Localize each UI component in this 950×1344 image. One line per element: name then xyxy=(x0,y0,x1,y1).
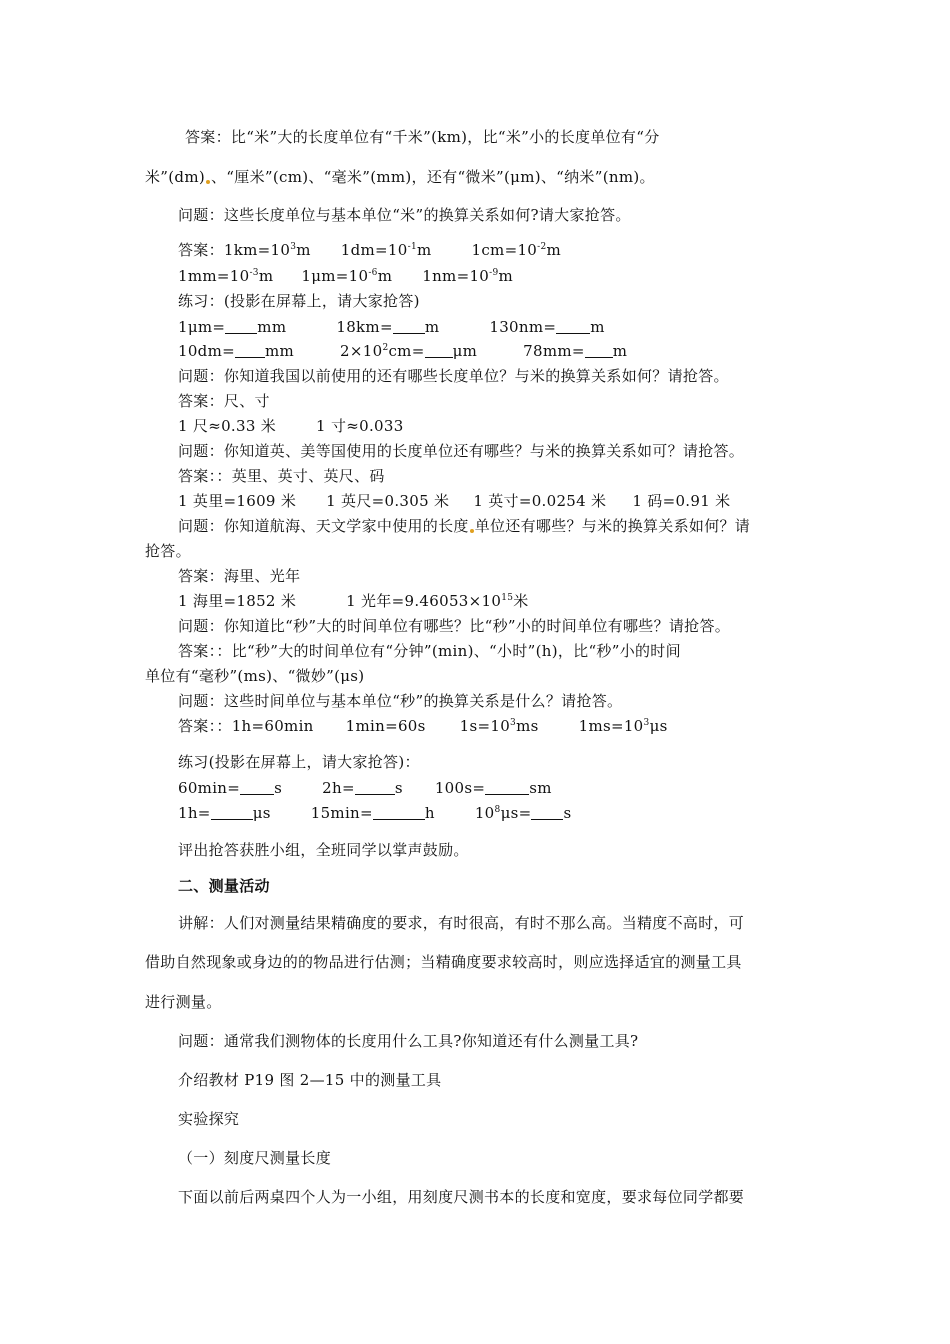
answer-time-conversion: 答案：：1h=60min 1min=60s $1s=10^3ms$ $1ms=10^3\mu s$ xyxy=(178,717,668,735)
old-chinese-conversions: 1 尺≈0.33 米 1 寸≈0.033 xyxy=(178,417,404,435)
question-old-chinese-units: 问题：你知道我国以前使用的还有哪些长度单位？与米的换算关系如何？请抢答。 xyxy=(178,367,729,385)
answer-blank xyxy=(531,805,563,820)
answer-blank xyxy=(235,343,265,358)
answer-blank xyxy=(240,780,274,795)
exercise-length-row1: 1μm= mm 18km= m 130nm= m xyxy=(178,318,605,336)
answer-length-units-line1: 答案：比“米”大的长度单位有“千米”(km)，比“米”小的长度单位有“分 xyxy=(185,128,660,146)
answer-time-units-line2: 单位有“毫秒”(ms)、“微妙”(μs) xyxy=(145,667,365,685)
question-nautical-astronomy-units: 问题：你知道航海、天文学家中使用的长度 单位还有哪些？与米的换算关系如何？请 xyxy=(178,517,751,535)
line-text: 、“厘米”(cm)、“毫米”(mm)，还有“微米”(μm)、“纳米”(nm)。 xyxy=(211,168,655,186)
answer-blank xyxy=(393,319,425,334)
textbook-reference: 介绍教材 P19 图 2—15 中的测量工具 xyxy=(178,1071,442,1089)
answer-nautical-units: 答案：海里、光年 xyxy=(178,567,301,585)
question-imperial-units: 问题：你知道英、美等国使用的长度单位还有哪些？与米的换算关系如可？请抢答。 xyxy=(178,442,745,460)
exercise-time-row1: 60min= s 2h= s 100s= sm xyxy=(178,779,552,797)
exercise-time-heading: 练习(投影在屏幕上，请大家抢答)： xyxy=(178,753,420,771)
answer-blank xyxy=(556,319,590,334)
exercise-time-row2: 1h= μs 15min= h $10^8\mu s= s$ xyxy=(178,804,572,822)
answer-length-units-line2: 米”(dm) 、“厘米”(cm)、“毫米”(mm)，还有“微米”(μm)、“纳米”(nm)。 xyxy=(145,168,655,186)
answer-blank xyxy=(485,780,529,795)
answer-blank xyxy=(355,780,395,795)
award-sentence: 评出抢答获胜小组，全班同学以掌声鼓励。 xyxy=(178,841,469,859)
answer-conversion-row1: 答案：$1km=10^3m$ $1dm=10^{-1}m$ $1cm=10^{-2}m$ xyxy=(178,241,562,259)
marker-dot xyxy=(206,180,210,184)
answer-blank xyxy=(373,805,425,820)
answer-blank xyxy=(211,805,253,820)
experiment-heading: 实验探究 xyxy=(178,1110,240,1128)
subsection-ruler: （一）刻度尺测量长度 xyxy=(178,1149,332,1167)
marker-dot xyxy=(470,529,474,533)
answer-conversion-row2: $1mm=10^{-3}m$ $1\mu m=10^{-6}m$ $1nm=10^{-9}m$ xyxy=(178,267,514,285)
explanation-line3: 进行测量。 xyxy=(145,993,222,1011)
answer-blank xyxy=(425,343,453,358)
question-length-conversion: 问题：这些长度单位与基本单位“米”的换算关系如何?请大家抢答。 xyxy=(178,206,631,224)
answer-time-units-line1: 答案：：比“秒”大的时间单位有“分钟”(min)、“小时”(h)，比“秒”小的时间 xyxy=(178,642,681,660)
question-time-units: 问题：你知道比“秒”大的时间单位有哪些？比“秒”小的时间单位有哪些？请抢答。 xyxy=(178,617,731,635)
imperial-conversions: 1 英里=1609 米 1 英尺=0.305 米 1 英寸=0.0254 米 1 码=0.91 米 xyxy=(178,492,731,510)
exercise-length-row2: 10dm= mm $2\times 10^2cm= \mu m$ 78mm= m xyxy=(178,342,628,360)
section-heading-measurement: 二、测量活动 xyxy=(178,877,270,895)
exercise-length-heading: 练习：(投影在屏幕上，请大家抢答) xyxy=(178,292,420,310)
explanation-line2: 借助自然现象或身边的的物品进行估测；当精确度要求较高时，则应选择适宜的测量工具 xyxy=(145,953,742,971)
question-nautical-continuation: 抢答。 xyxy=(145,542,191,560)
question-measurement-tools: 问题：通常我们测物体的长度用什么工具?你知道还有什么测量工具? xyxy=(178,1032,639,1050)
group-instructions: 下面以前后两桌四个人为一小组，用刻度尺测书本的长度和宽度，要求每位同学都要 xyxy=(178,1188,745,1206)
answer-old-chinese-units: 答案：尺、寸 xyxy=(178,392,270,410)
answer-blank xyxy=(225,319,257,334)
explanation-line1: 讲解：人们对测量结果精确度的要求，有时很高，有时不那么高。当精度不高时，可 xyxy=(178,914,745,932)
nautical-conversions: 1 海里=1852 米 1 光年$=9.46053\times 10^{15}$米 xyxy=(178,592,529,610)
question-time-conversion: 问题：这些时间单位与基本单位“秒”的换算关系是什么？请抢答。 xyxy=(178,692,623,710)
answer-imperial-units: 答案：：英里、英寸、英尺、码 xyxy=(178,467,385,485)
answer-blank xyxy=(585,343,613,358)
